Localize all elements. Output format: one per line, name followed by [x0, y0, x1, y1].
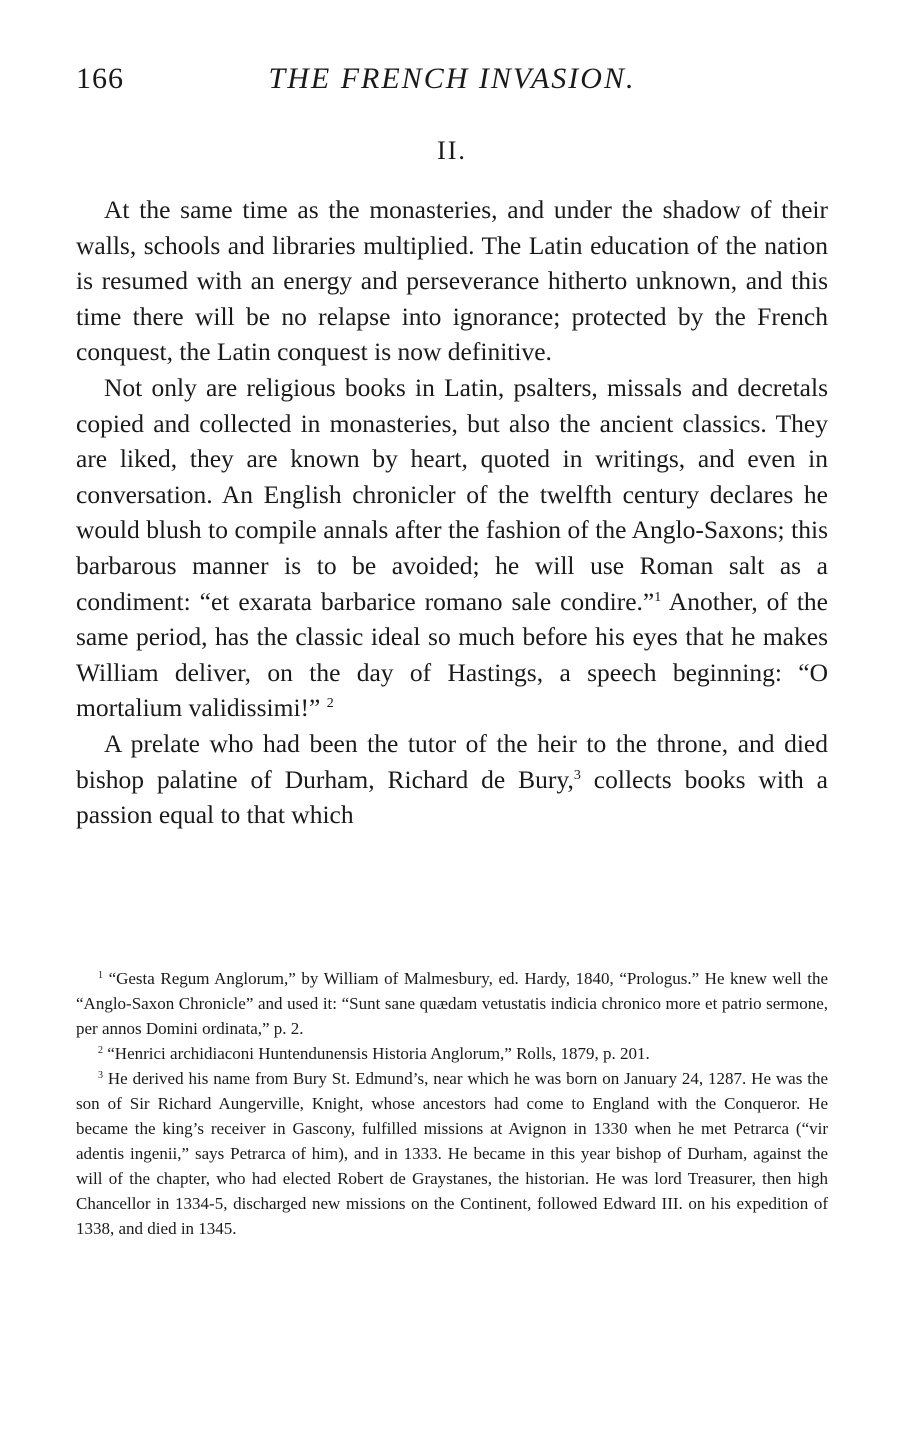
body-text — [76, 192, 828, 833]
footnote-marker-2: 2 — [98, 1045, 103, 1056]
footnote-ref-1: 1 — [654, 589, 662, 605]
page-number: 166 — [76, 62, 124, 95]
paragraph-3 — [76, 726, 828, 833]
paragraph-3-text-a: A prelate who had been the tutor of the heir to the throne, and died bishop palatine of Durham, Richard de Bury, — [76, 728, 828, 794]
footnote-marker-3: 3 — [98, 1070, 103, 1081]
paragraph-1 — [76, 192, 828, 370]
running-title: THE FRENCH INVASION. — [268, 62, 636, 95]
paragraph-3-text-b: collects books with a passion equal to that which — [76, 764, 828, 830]
footnote-3-text: He derived his name from Bury St. Edmund’s, near which he was born on January 24, 1287. He was the son of Sir Richard Aungerville, Knight, whose ancestors had come to England with the Conqueror. He became the king’s receiver in Gascony, fulfilled missions at Avignon in 1330 when he met Petrarca (“vir adentis ingenii,” says Petrarca of him), and in 1333. He became in this year bishop of Durham, against the will of the chapter, who had elected Robert de Graystanes, the historian. He was lord Treasurer, then high Chancellor in 1334-5, discharged new missions on the Continent, followed Edward III. on his expedition of 1338, and died in 1345. — [76, 1069, 828, 1238]
footnote-ref-2: 2 — [326, 696, 334, 712]
footnote-ref-3: 3 — [573, 767, 581, 783]
footnote-3 — [76, 1066, 828, 1241]
footnote-2 — [76, 1041, 828, 1066]
paragraph-2-text-b: Another, of the same period, has the classic ideal so much before his eyes that he makes William deliver, on the day of Hastings, a speech beginning: “O mortalium validissimi!” — [76, 586, 828, 723]
footnote-marker-1: 1 — [98, 970, 103, 981]
book-page — [76, 0, 828, 1447]
paragraph-1-text: At the same time as the monasteries, and under the shadow of their walls, schools and libraries multiplied. The Latin education of the nation is resumed with an energy and perseverance hitherto unknown, and this time there will be no relapse into ignorance; protected by the French conquest, the Latin conquest is now definitive. — [76, 195, 828, 367]
section-number: II. — [437, 136, 467, 165]
footnote-1-text: “Gesta Regum Anglorum,” by William of Malmesbury, ed. Hardy, 1840, “Prologus.” He knew well the “Anglo-Saxon Chronicle” and used it: “Sunt sane quædam vetustatis indicia chronico more et patrio sermone, per annos Domini ordinata,” p. 2. — [76, 969, 829, 1038]
paragraph-2 — [76, 370, 828, 726]
footnote-1 — [76, 966, 828, 1041]
footnotes — [76, 966, 828, 1241]
footnote-2-text: “Henrici archidiaconi Huntendunensis Historia Anglorum,” Rolls, 1879, p. 201. — [107, 1044, 650, 1063]
running-head — [76, 62, 828, 102]
paragraph-2-text-a: Not only are religious books in Latin, psalters, missals and decretals copied and collected in monasteries, but also the ancient classics. They are liked, they are known by heart, quoted in writings, and even in conversation. An English chronicler of the twelfth century declares he would blush to compile annals after the fashion of the Anglo-Saxons; this barbarous manner is to be avoided; he will use Roman salt as a condiment: “et exarata barbarice romano sale condire.” — [76, 372, 828, 616]
